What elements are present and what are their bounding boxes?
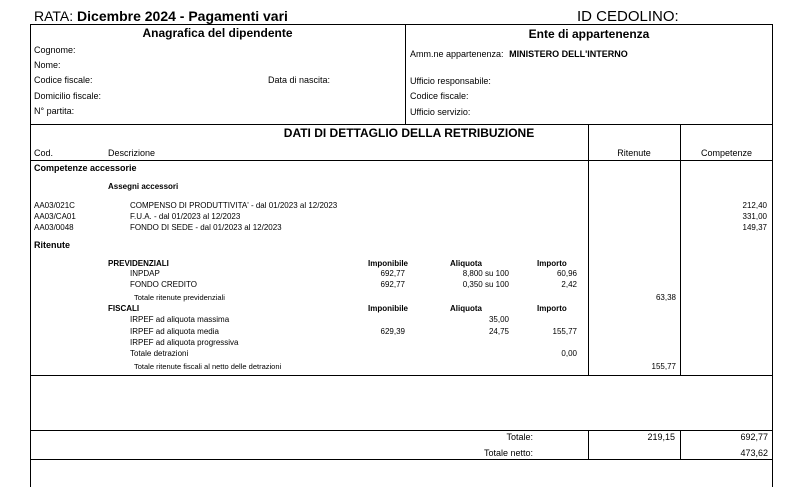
competenza-value: 149,37 bbox=[742, 223, 767, 232]
rule-header-bottom bbox=[30, 160, 773, 161]
prev-row-importo: 60,96 bbox=[556, 269, 577, 278]
competenza-desc: COMPENSO DI PRODUTTIVITA' - dal 01/2023 al 12/2023 bbox=[130, 201, 338, 210]
rule-body-bottom bbox=[30, 375, 773, 376]
prev-row-imponibile: 692,77 bbox=[380, 280, 405, 289]
fisc-row-imponibile: 629,39 bbox=[380, 327, 405, 336]
cognome-label: Cognome: bbox=[34, 45, 76, 55]
prev-row-imponibile: 692,77 bbox=[380, 269, 405, 278]
totale-previdenziali-value: 63,38 bbox=[655, 293, 676, 302]
fisc-row-desc: IRPEF ad aliquota massima bbox=[130, 315, 230, 324]
fisc-row-desc: IRPEF ad aliquota progressiva bbox=[130, 338, 239, 347]
ritenute-section: Ritenute bbox=[34, 240, 70, 250]
totale-fiscali-label: Totale ritenute fiscali al netto delle detrazioni bbox=[134, 362, 282, 371]
competenza-value: 331,00 bbox=[742, 212, 767, 221]
prev-header-imponibile: Imponibile bbox=[368, 259, 408, 268]
prev-row-desc: FONDO CREDITO bbox=[130, 280, 197, 289]
col-ritenute: Ritenute bbox=[617, 148, 651, 158]
competenza-value: 212,40 bbox=[742, 201, 767, 210]
prev-row-aliquota: 0,350 su 100 bbox=[462, 280, 509, 289]
fisc-row-aliquota: 24,75 bbox=[488, 327, 509, 336]
fisc-header-imponibile: Imponibile bbox=[368, 304, 408, 313]
competenza-cod: AA03/021C bbox=[34, 201, 75, 210]
anagrafica-title: Anagrafica del dipendente bbox=[142, 26, 293, 40]
prev-header-aliquota: Aliquota bbox=[450, 259, 482, 268]
totale-detrazioni-value: 0,00 bbox=[561, 349, 577, 358]
fisc-row-importo: 155,77 bbox=[552, 327, 577, 336]
competenze-section: Competenze accessorie bbox=[34, 163, 137, 173]
competenza-desc: FONDO DI SEDE - dal 01/2023 al 12/2023 bbox=[130, 223, 282, 232]
id-cedolino-label: ID CEDOLINO: bbox=[577, 8, 679, 25]
fisc-row-desc: IRPEF ad aliquota media bbox=[130, 327, 219, 336]
border-left bbox=[30, 24, 31, 487]
rata-line bbox=[34, 8, 288, 24]
nome-label: Nome: bbox=[34, 60, 61, 70]
rule-totali-top bbox=[30, 430, 773, 431]
prev-row-aliquota: 8,800 su 100 bbox=[462, 269, 509, 278]
data-nascita-label: Data di nascita: bbox=[268, 75, 331, 85]
rata-value: Dicembre 2024 - Pagamenti vari bbox=[77, 8, 288, 24]
codice-fiscale-label: Codice fiscale: bbox=[34, 75, 93, 85]
totale-detrazioni-label: Totale detrazioni bbox=[130, 349, 189, 358]
totale-previdenziali-label: Totale ritenute previdenziali bbox=[134, 293, 225, 302]
border-right bbox=[772, 24, 773, 487]
ufficio-responsabile-label: Ufficio responsabile: bbox=[410, 76, 491, 86]
ufficio-servizio-label: Ufficio servizio: bbox=[410, 107, 471, 117]
partita-label: N° partita: bbox=[34, 106, 75, 116]
amm-line bbox=[410, 49, 628, 59]
col-cod: Cod. bbox=[34, 148, 54, 158]
domicilio-label: Domicilio fiscale: bbox=[34, 91, 102, 101]
totale-netto-value: 473,62 bbox=[740, 448, 768, 458]
ente-codice-fiscale-label: Codice fiscale: bbox=[410, 91, 469, 101]
prev-row-desc: INPDAP bbox=[130, 269, 160, 278]
fiscali-label: FISCALI bbox=[108, 304, 140, 313]
col-divider-competenze bbox=[680, 124, 681, 376]
previdenziali-label: PREVIDENZIALI bbox=[108, 259, 169, 268]
totale-netto-label: Totale netto: bbox=[483, 448, 533, 458]
prev-row-importo: 2,42 bbox=[561, 280, 577, 289]
assegni-subsection: Assegni accessori bbox=[108, 182, 179, 191]
rule-dettaglio-top bbox=[30, 124, 773, 125]
competenza-cod: AA03/0048 bbox=[34, 223, 74, 232]
amm-value: MINISTERO DELL'INTERNO bbox=[509, 49, 628, 59]
rule-totali-bottom bbox=[30, 459, 773, 460]
amm-label: Amm.ne appartenenza: bbox=[410, 49, 504, 59]
totale-competenze: 692,77 bbox=[740, 432, 768, 442]
col-competenze: Competenze bbox=[700, 148, 753, 158]
fisc-header-aliquota: Aliquota bbox=[450, 304, 482, 313]
col-divider-ritenute bbox=[588, 124, 589, 376]
competenza-cod: AA03/CA01 bbox=[34, 212, 76, 221]
dettaglio-title: DATI DI DETTAGLIO DELLA RETRIBUZIONE bbox=[283, 126, 535, 140]
competenza-desc: F.U.A. - dal 01/2023 al 12/2023 bbox=[130, 212, 241, 221]
col-descrizione: Descrizione bbox=[108, 148, 156, 158]
totale-ritenute: 219,15 bbox=[647, 432, 675, 442]
totale-label: Totale: bbox=[506, 432, 533, 442]
totale-fiscali-value: 155,77 bbox=[651, 362, 676, 371]
prev-header-importo: Importo bbox=[537, 259, 567, 268]
fisc-row-aliquota: 35,00 bbox=[488, 315, 509, 324]
rata-label: RATA: bbox=[34, 8, 74, 24]
ente-title: Ente di appartenenza bbox=[528, 27, 650, 41]
fisc-header-importo: Importo bbox=[537, 304, 567, 313]
